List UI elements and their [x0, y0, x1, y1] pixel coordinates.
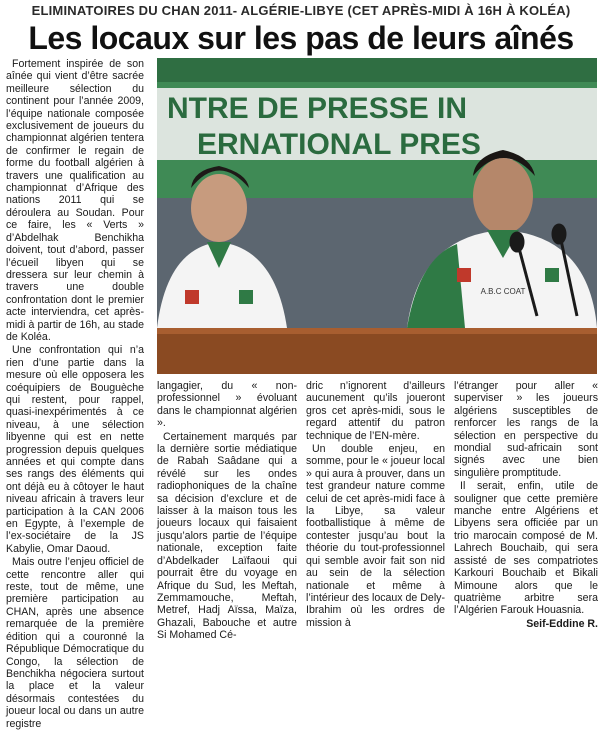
- press-table: [157, 328, 597, 374]
- banner-line-2: ERNATIONAL PRES: [197, 128, 481, 161]
- paragraph: langagier, du « non-professionnel » évoluant dans le championnat algérien ».: [157, 380, 297, 430]
- paragraph: Certainement marqués par la dernière sortie médiatique de Rabah Saâdane qui a révélé sur les ondes radiophoniques de la chaîne sa décision d’exclure et de laisser à la maison tous les joueurs locaux qui faisaient jusqu’alors partie de l’équipe nationale, exception faite d’Abdelkader Laïfaoui qui pourrait être du voyage en Afrique du Sud, les Meftah, Zemmamouche, Meftah, Metref, Hadj Aïssa, Maïza, Ghazali, Babouche et autre Si Mohamed Cé-: [157, 430, 297, 642]
- paragraph: Mais outre l’enjeu officiel de cette rencontre aller qui reste, tout de même, une première participation au CHAN, après une absence remarquée de la première édition qui a couronné la République Démocratique du Congo, la sélection de Benchikha négociera surtout la place et la valeur désormais contestées du joueur local ou dans un autre registre: [6, 556, 144, 730]
- article-column-3: [306, 380, 445, 629]
- author-signature: Seif-Eddine R.: [526, 617, 598, 630]
- paragraph: Fortement inspirée de son aînée qui vient d’être sacrée meilleure sélection du continent pour l’année 2009, l’équipe nationale composée exclusivement de joueurs du championnat algérien tentera de confirmer le regain de forme du football algérien à travers une qualification au championnat d’Afrique des nations 2011 qui se déroulera au Soudan. Pour ce faire, les « Verts » d’Abdelhak Benchikha doivent, tout d’abord, passer l’écueil libyen qui se dressera sur leur chemin à travers une double confrontation dont le premier acte interviendra, cet après-midi à partir de 16h, au stade de Koléa.: [6, 58, 144, 343]
- banner-line-1: NTRE DE PRESSE IN: [167, 92, 468, 125]
- article-column-2: [157, 380, 297, 642]
- article-column-4: [454, 380, 598, 630]
- article-headline: Les locaux sur les pas de leurs aînés: [28, 20, 574, 56]
- paragraph: Un double enjeu, en somme, pour le « joueur local » qui aura à prouver, dans un test grandeur nature comme celui de cet après-midi face à la Libye, sa valeur footballistique à même de contester jusqu’au bout la théorie du tout-professionnel qui semble avoir fait son nid au sein de la sélection nationale et même à l’intérieur des locaux de Dely-Ibrahim où les ordres de mission à: [306, 443, 445, 629]
- paragraph: dric n’ignorent d’ailleurs aucunement qu’ils joueront gros cet après-midi, sous le regard attentif du patron technique de l’EN-mère.: [306, 380, 445, 442]
- press-conference-photo: [157, 58, 597, 374]
- paragraph: Il serait, enfin, utile de souligner que cette première manche entre Algériens et Libyens sera officiée par un trio marocain composé de M. Lahrech Bouchaib, qui sera assisté de ses compatriotes Karkouri Bouchaib et Bikali Mimoune alors que le quatrième arbitre sera l’Algérien Farouk Houasnia.: [454, 480, 598, 617]
- paragraph: l’étranger pour aller « superviser » les joueurs algériens susceptibles de renforcer les rangs de la sélection en perspective du mondial sud-africain sont signés avec une bien singulière promptitude.: [454, 380, 598, 479]
- jersey-text: A.B.C COAT: [480, 287, 526, 296]
- article-column-1: [6, 58, 144, 730]
- paragraph: Une confrontation qui n’a rien d’une partie dans la mesure où elle opposera les coéquipiers de Bouguèche qui restent, pour rappel, quasi-inexpérimentés à ce niveau, à une sélection libyenne qui est en nette progression depuis quelques années et qui compte dans ses rangs des éléments qui ont déjà eu à côtoyer le haut niveau africain à travers leur participation à la CAN 2006 en Egypte, à l’exemple de l’ex-sociétaire de la JS Kabylie, Omar Daoud.: [6, 344, 144, 555]
- article-kicker: ELIMINATOIRES DU CHAN 2011- ALGÉRIE-LIBYE (CET APRÈS-MIDI À 16H À KOLÉA): [31, 3, 571, 18]
- photo-illustration: [157, 58, 597, 374]
